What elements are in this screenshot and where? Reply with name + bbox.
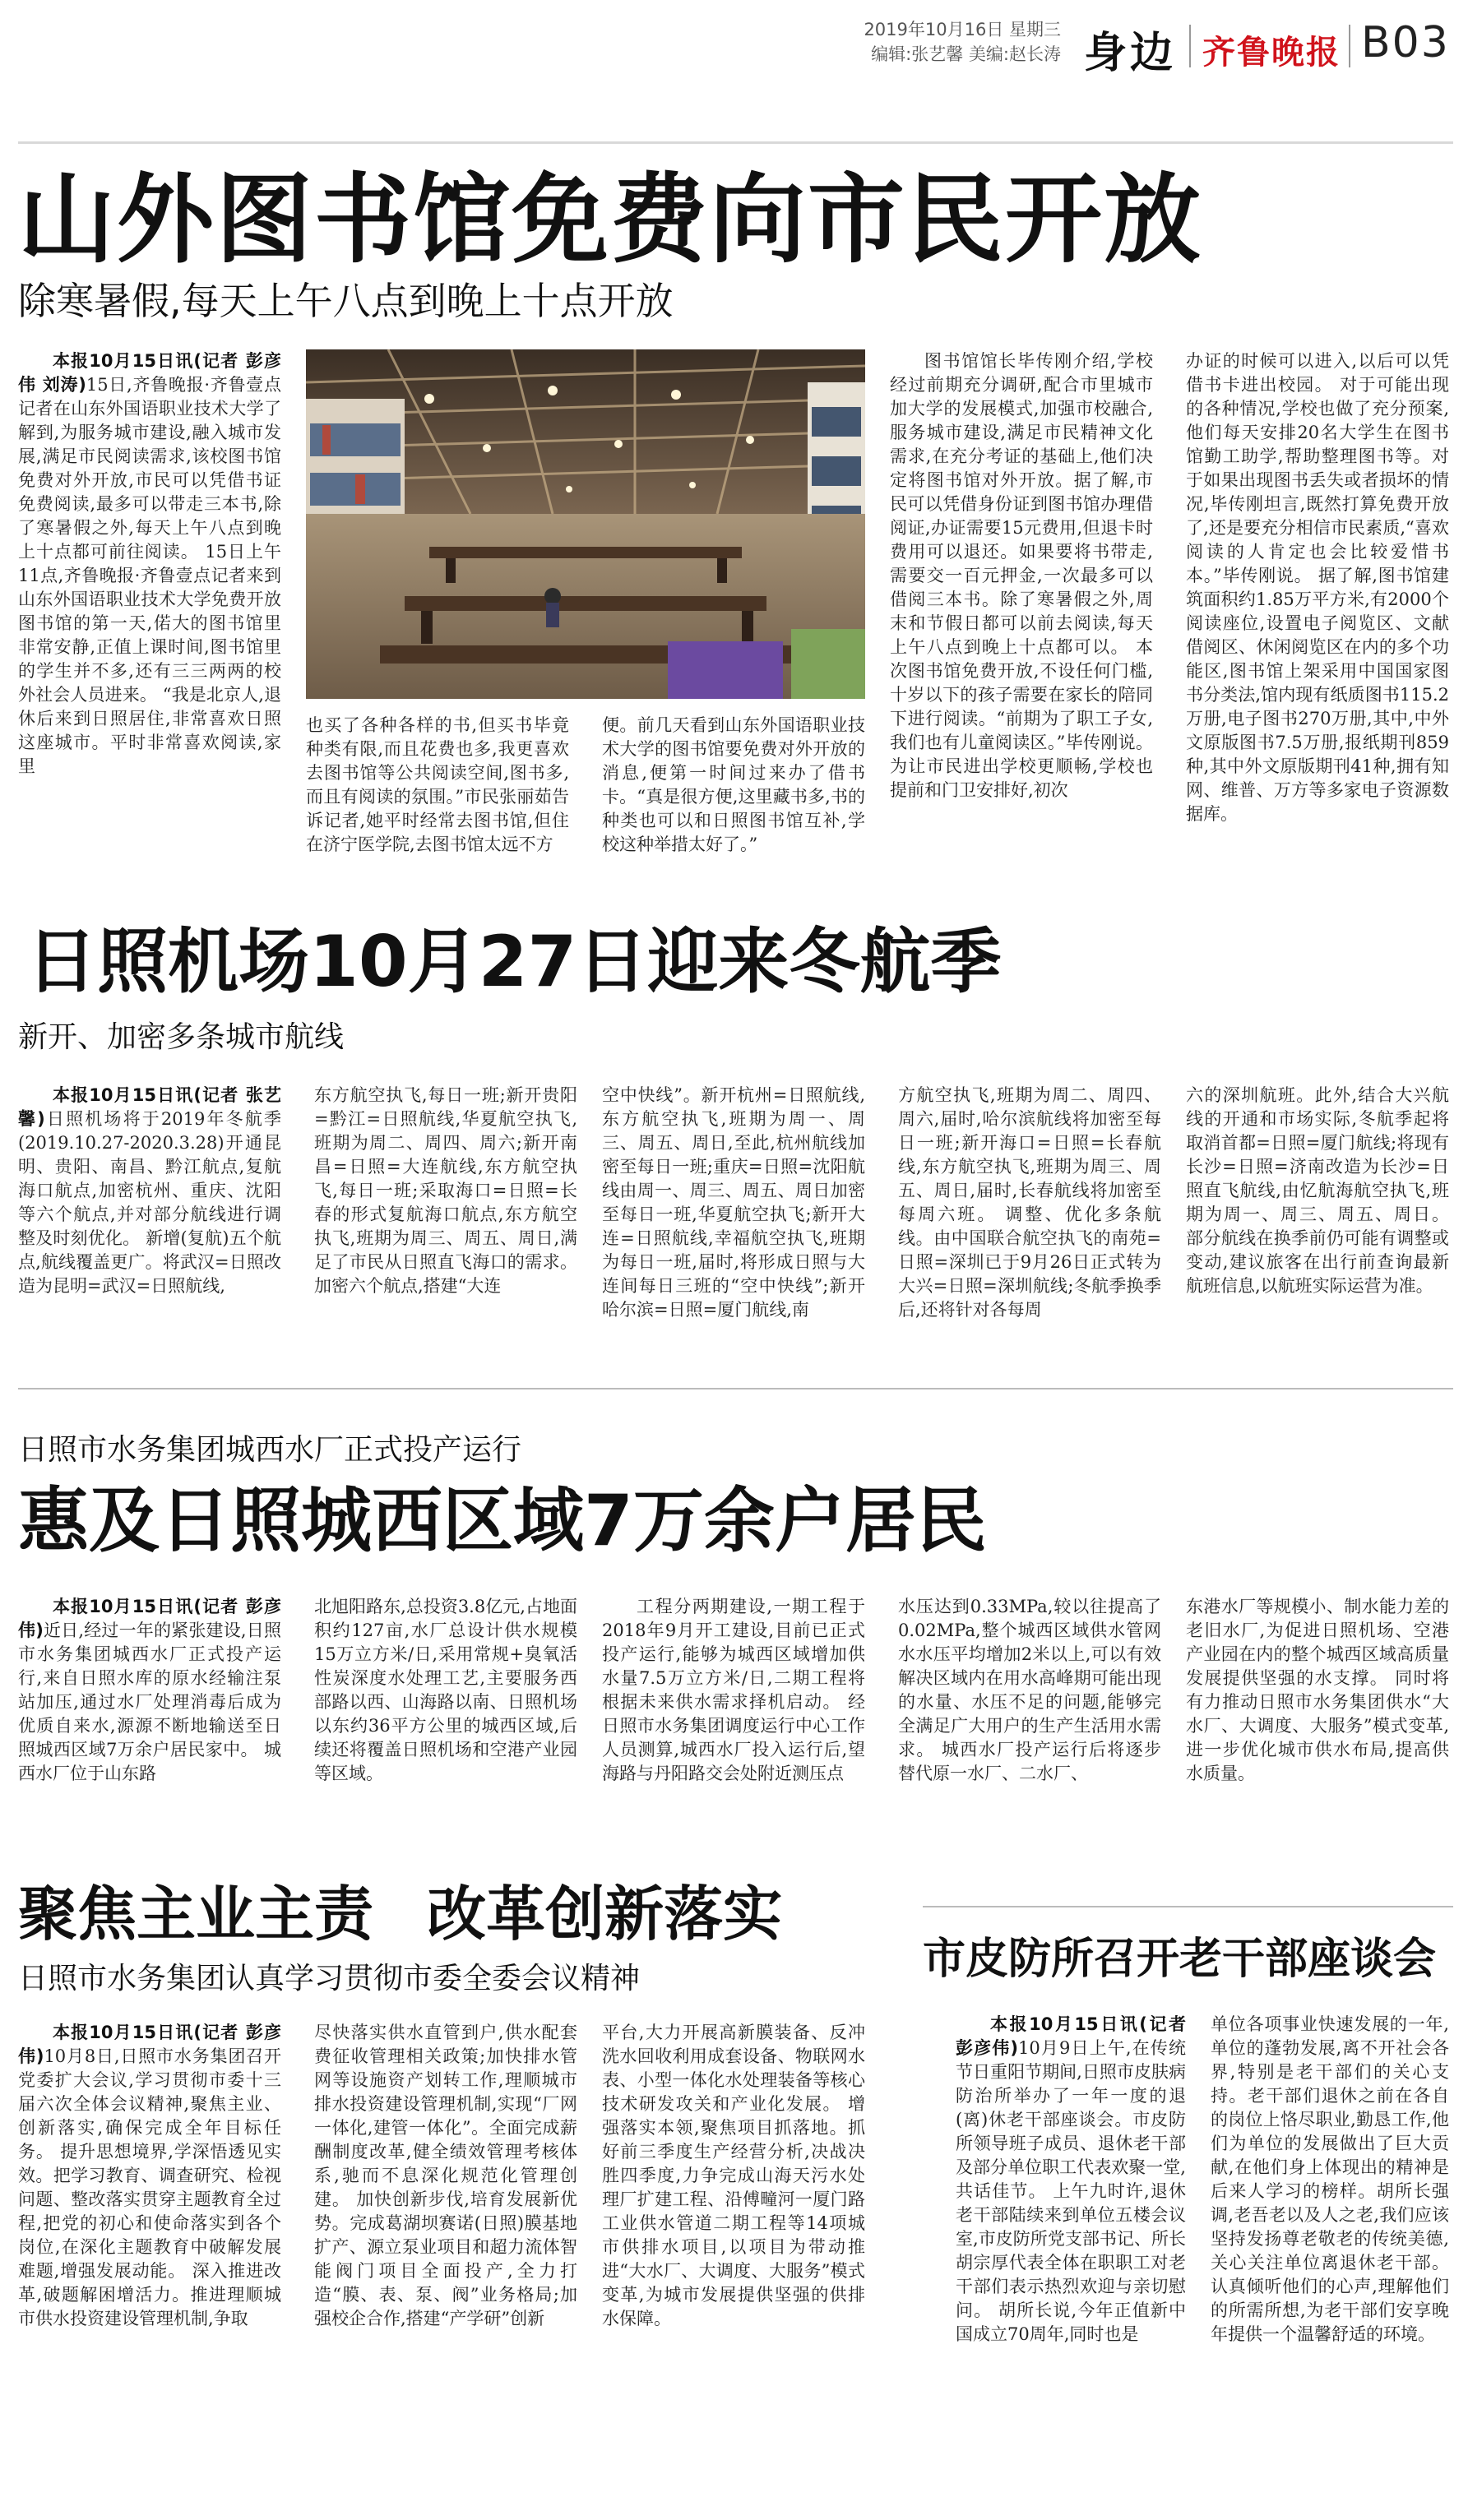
water-column-2: 北旭阳路东,总投资3.8亿元,占地面积约127亩,水厂总设计供水规模15万立方米/日,采用常规+臭氧活性炭深度水处理工艺,主要服务西部路以西、山海路以南、日照机场以东约36平方公里的城西区域,后续还将覆盖日照机场和空港产业园等区域。 [314,1597,577,1783]
library-column-1: 本报10月15日讯(记者 彭彦伟 刘涛)15日,齐鲁晚报·齐鲁壹点记者在山东外国语职业技术大学了解到,为服务城市建设,融入城市发展,满足市民阅读需求,该校图书馆免费对外开放,市民可以凭借书证免费阅读,最多可以带走三本书,除了寒暑假之外,每天上午八点到晚上十点都可前往阅读。 15日上午11点,齐鲁晚报·齐鲁壹点记者来到山东外国语职业技术大学免费开放图书馆的第一天,偌大的图书馆里非常安静,正值上课时间,图书馆里的学生并不多,还有三三两两的校外社会人员进来。 “我是北京人,退休后来到日照居住,非常喜欢日照这座城市。平时非常喜欢阅读,家里 [18,351,281,776]
header-rule [18,141,1453,144]
subhead-water-group: 日照市水务集团认真学习贯彻市委全委会议精神 [18,1962,641,1995]
water-column-3: 工程分两期建设,一期工程于2018年9月开工建设,目前已正式投产运行,能够为城西区域增加供水量7.5万立方米/日,二期工程将根据未来供水需求择机启动。 经日照市水务集团调度运行中心工作人员测算,城西水厂投入运行后,望海路与丹阳路交会处附近测压点 [602,1597,865,1783]
editors-credit: 编辑:张艺馨 美编:赵长涛 [871,44,1061,64]
library-column-2: 也买了各种各样的书,但买书毕竟种类有限,而且花费也多,我更喜欢去图书馆等公共阅读空间,图书多,而且有阅读的氛围。”市民张丽茹告诉记者,她平时经常去图书馆,但住在济宁医学院,去图书馆太远不方 [306,715,569,854]
headline-library: 山外图书馆免费向市民开放 [18,163,1203,276]
library-column-3: 便。前几天看到山东外国语职业技术大学的图书馆要免费对外开放的消息,便第一时间过来办了借书卡。“真是很方便,这里藏书多,书的种类也可以和日照图书馆互补,学校这种举措太好了。” [602,715,865,854]
library-column-4: 图书馆馆长毕传刚介绍,学校经过前期充分调研,配合市里城市加大学的发展模式,加强市校融合,服务城市建设,满足市民精神文化需求,在充分考证的基础上,他们决定将图书馆对外开放。据了解,市民可以凭借身份证到图书馆办理借阅证,办证需要15元费用,但退卡时费用可以退还。如果要将书带走,需要交一百元押金,一次最多可以借阅三本书。除了寒暑假之外,周末和节假日都可以前去阅读,每天上午八点到晚上十点都可以。 本次图书馆免费开放,不设任何门槛,十岁以下的孩子需要在家长的陪同下进行阅读。“前期为了职工子女,我们也有儿童阅读区。”毕传刚说。为让市民进出学校更顺畅,学校也提前和门卫安排好,初次 [890,351,1153,800]
retirees-column-2: 单位各项事业快速发展的一年,单位的蓬勃发展,离不开社会各界,特别是老干部们的关心支持。老干部们退休之前在各自的岗位上恪尽职业,勤恳工作,他们为单位的发展做出了巨大贡献,在他们身上体现出的精神是后来人学习的榜样。胡所长强调,老吾老以及人之老,我们应该坚持发扬尊老敬老的传统美德,关心关注单位离退休老干部。认真倾听他们的心声,理解他们的所需所想,为老干部们安享晚年提供一个温馨舒适的环境。 [1211,2014,1449,2344]
byline: 本报10月15日讯(记者 彭彦伟 刘涛) [18,351,281,395]
subhead-airport: 新开、加密多条城市航线 [18,1020,345,1054]
water-group-column-1: 本报10月15日讯(记者 彭彦伟)10月8日,日照市水务集团召开党委扩大会议,学习贯彻市委十三届六次全体会议精神,聚焦主业、创新落实,确保完成全年目标任务。 提升思想境界,学深悟透见实效。把学习教育、调查研究、检视问题、整改落实贯穿主题教育全过程,把党的初心和使命落实到各个岗位,在深化主题教育中破解发展难题,增强发展动能。 深入推进改革,破题解困增活力。推进理顺城市供水投资建设管理机制,争取 [18,2023,281,2328]
airport-column-1: 本报10月15日讯(记者 张艺馨)日照机场将于2019年冬航季(2019.10.27-2020.3.28)开通昆明、贵阳、南昌、黔江航点,复航海口航点,加密杭州、重庆、沈阳等六个航点,并对部分航线进行调整及时刻优化。 新增(复航)五个航点,航线覆盖更广。将武汉=日照改造为昆明=武汉=日照航线, [18,1085,281,1296]
subhead-library: 除寒暑假,每天上午八点到晚上十点开放 [18,279,674,323]
water-column-1: 本报10月15日讯(记者 彭彦伟)近日,经过一年的紧张建设,日照市水务集团城西水厂正式投产运行,来自日照水库的原水经输注泵站加压,通过水厂处理消毒后成为优质自来水,源源不断地输送至日照城西区域7万余户居民家中。 城西水厂位于山东路 [18,1597,281,1783]
sidebar-top-rule [923,1906,1453,1907]
section-name: 身边 [1084,29,1177,78]
library-photo [306,349,865,699]
header-divider [1349,25,1350,67]
kicker-water-plant: 日照市水务集团城西水厂正式投产运行 [18,1433,522,1467]
byline: 本报10月15日讯(记者 彭彦伟) [18,1597,281,1640]
airport-column-4: 方航空执飞,班期为周二、周四、周六,届时,哈尔滨航线将加密至每日一班;新开海口=日照=长春航线,东方航空执飞,班期为周三、周五、周日,届时,长春航线将加密至每周六班。 调整、优化多条航线。由中国联合航空执飞的南苑=日照=深圳已于9月26日正式转为大兴=日照=深圳航线;冬航季换季后,还将针对各每周 [898,1085,1161,1320]
headline-airport: 日照机场10月27日迎来冬航季 [26,921,1002,1003]
water-column-4: 水压达到0.33MPa,较以往提高了0.02MPa,整个城西区域供水管网水水压平均增加2米以上,可以有效解决区域内在用水高峰期可能出现的水量、水压不足的问题,能够完全满足广大用户的生产生活用水需求。 城西水厂投产运行后将逐步替代原一水厂、二水厂、 [898,1597,1161,1783]
water-column-5: 东港水厂等规模小、制水能力差的老旧水厂,为促进日照机场、空港产业园在内的整个城西区域高质量发展提供坚强的水支撑。 同时将有力推动日照市水务集团供水“大水厂、大调度、大服务”模式变革,进一步优化城市供水布局,提高供水质量。 [1186,1597,1449,1783]
byline: 本报10月15日讯(记者 张艺馨) [18,1085,281,1129]
header-divider [1189,25,1191,67]
headline-water-group: 聚焦主业主责 改革创新落实 [18,1880,783,1949]
section-divider [18,1388,1453,1389]
water-group-column-3: 平台,大力开展高新膜装备、反冲洗水回收利用成套设备、物联网水表、小型一体化水处理装备等核心技术研发攻关和产业化发展。 增强落实本领,聚焦项目抓落地。抓好前三季度生产经营分析,决战决胜四季度,力争完成山海天污水处理厂扩建工程、沿傅疃河一厦门路工业供水管道二期工程等14项城市供排水项目,以项目为带动推进“大水厂、大调度、大服务”模式变革,为城市发展提供坚强的供排水保障。 [602,2023,865,2328]
airport-column-3: 空中快线”。新开杭州=日照航线,东方航空执飞,班期为周一、周三、周五、周日,至此,杭州航线加密至每日一班;重庆=日照=沈阳航线由周一、周三、周五、周日加密至每日一班,华夏航空执飞;新开大连=日照航线,幸福航空执飞,班期为每日一班,届时,将形成日照与大连间每日三班的“空中快线”;新开哈尔滨=日照=厦门航线,南 [602,1085,865,1320]
water-group-column-2: 尽快落实供水直管到户,供水配套费征收管理相关政策;加快排水管网等设施资产划转工作,理顺城市排水投资建设管理机制,实现“厂网一体化,建管一体化”。全面完成薪酬制度改革,健全绩效管理考核体系,驰而不息深化规范化管理创建。 加快创新步伐,培育发展新优势。完成葛湖坝赛诺(日照)膜基地扩产、源立泵业项目和超力流体智能阀门项目全面投产,全力打造“膜、表、泵、阀”业务格局;加强校企合作,搭建“产学研”创新 [314,2023,577,2328]
byline: 本报10月15日讯(记者 彭彦伟) [956,2014,1186,2058]
issue-date: 2019年10月16日 星期三 [864,20,1061,39]
airport-column-5: 六的深圳航班。此外,结合大兴航线的开通和市场实际,冬航季起将取消首都=日照=厦门航线;将现有长沙=日照=济南改造为长沙=日照直飞航线,由忆航海航空执飞,班期为周一、周三、周五、周日。 部分航线在换季前仍可能有调整或变动,建议旅客在出行前查询最新航班信息,以航班实际运营为准。 [1186,1085,1449,1296]
library-column-5: 办证的时候可以进入,以后可以凭借书卡进出校园。 对于可能出现的各种情况,学校也做了充分预案,他们每天安排20名大学生在图书馆勤工助学,帮助整理图书等。对于如果出现图书丢失或者损坏的情况,毕传刚坦言,既然打算免费开放了,还是要充分相信市民素质,“喜欢阅读的人肯定也会比较爱惜书本。”毕传刚说。 据了解,图书馆建筑面积约1.85万平方米,有2000个阅读座位,设置电子阅览区、文献借阅区、休闲阅览区在内的多个功能区,图书馆上架采用中国国家图书分类法,馆内现有纸质图书115.2万册,电子图书270万册,其中,中外文原版图书7.5万册,报纸期刊859种,其中外文原版期刊41种,拥有知网、维普、万方等多家电子资源数据库。 [1186,351,1449,824]
airport-column-2: 东方航空执飞,每日一班;新开贵阳=黔江=日照航线,华夏航空执飞,班期为周二、周四、周六;新开南昌=日照=大连航线,东方航空执飞,每日一班;采取海口=日照=长春的形式复航海口航点,东方航空执飞,班期为周三、周五、周日,满足了市民从日照直飞海口的需求。 加密六个航点,搭建“大连 [314,1085,577,1296]
newspaper-brand: 齐鲁晚报 [1202,33,1341,72]
page-number: B03 [1361,18,1450,67]
retirees-column-1: 本报10月15日讯(记者 彭彦伟)10月9日上午,在传统节日重阳节期间,日照市皮肤病防治所举办了一年一度的退(离)休老干部座谈会。市皮防所领导班子成员、退休老干部及部分单位职工代表欢聚一堂,共话佳节。 上午九时许,退休老干部陆续来到单位五楼会议室,市皮防所党支部书记、所长胡宗厚代表全体在职职工对老干部们表示热烈欢迎与亲切慰问。 胡所长说,今年正值新中国成立70周年,同时也是 [956,2014,1186,2344]
headline-water-plant: 惠及日照城西区域7万余户居民 [18,1480,987,1562]
byline: 本报10月15日讯(记者 彭彦伟) [18,2023,281,2066]
headline-retirees: 市皮防所召开老干部座谈会 [923,1935,1437,1984]
